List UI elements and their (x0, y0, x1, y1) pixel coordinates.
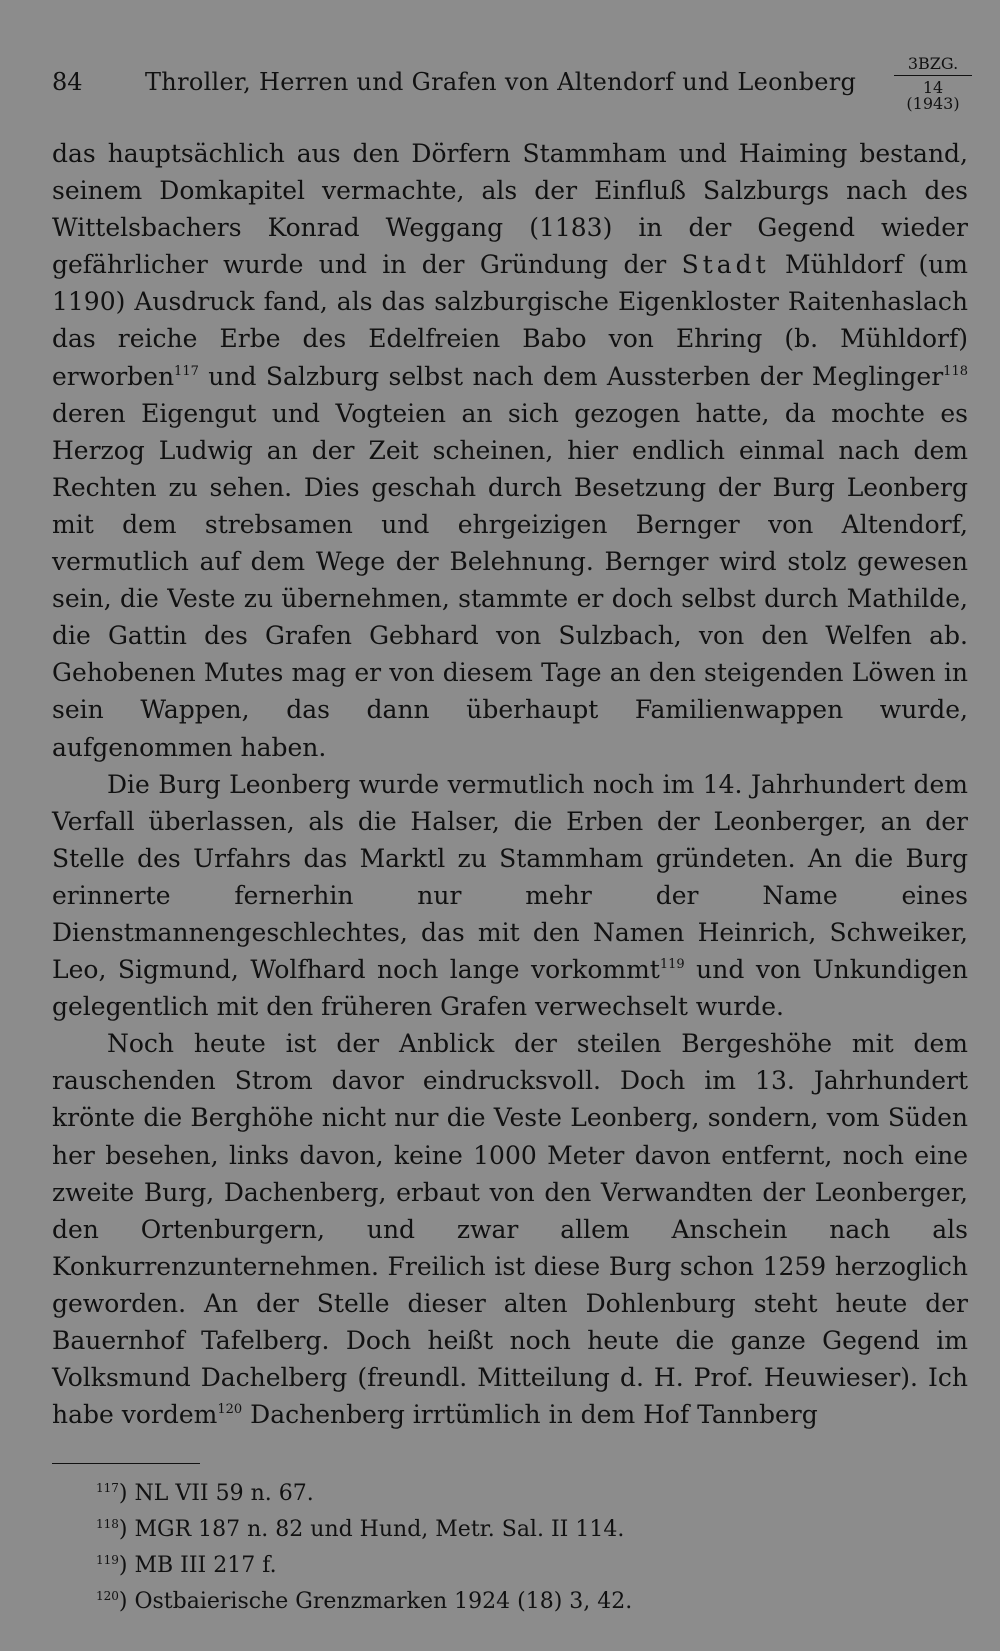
emphasized-word: Stadt (681, 250, 770, 280)
page-number: 84 (52, 68, 83, 96)
paragraph: das hauptsächlich aus den Dörfern Stammham und Haiming bestand, seinem Domkapitel vermachte, als der Einfluß Salzburgs nach des Wittelsbachers Konrad Weggang (1183) in der Gegend wieder gefährlicher wurde und in der Gründung der Stadt Mühldorf (um 1190) Ausdruck fand, als das salzburgische Eigenkloster Raitenhaslach das reiche Erbe des Edelfreien Babo von Ehring (b. Mühldorf) erworben$^{117}$ und Salzburg selbst nach dem Aussterben der Meglinger$^{118}$ deren Eigengut und Vogteien an sich gezogen hatte, da mochte es Herzog Ludwig an der Zeit scheinen, hier endlich einmal nach dem Rechten zu sehen. Dies geschah durch Besetzung der Burg Leonberg mit dem strebsamen und ehrgeizigen Bernger von Altendorf, vermutlich auf dem Wege der Belehnung. Bernger wird stolz gewesen sein, die Veste zu übernehmen, stammte er doch selbst durch Mathilde, die Gattin des Grafen Gebhard von Sulzbach, von den Welfen ab. Gehobenen Mutes mag er von diesem Tage an den steigenden Löwen in sein Wappen, das dann überhaupt Familienwappen wurde, aufgenommen haben. (52, 139, 969, 762)
footnotes (96, 1476, 956, 1620)
footnote-text: MB III 217 f. (134, 1553, 277, 1578)
footnote-divider (52, 1463, 200, 1464)
footnote-text: NL VII 59 n. 67. (134, 1481, 314, 1506)
footnote: $^{117}$) NL VII 59 n. 67. (96, 1481, 314, 1506)
footnote-number: 117 (96, 1481, 119, 1495)
running-title: Throller, Herren und Grafen von Altendorf und Leonberg (145, 68, 857, 96)
journal-reference (894, 56, 972, 112)
journal-abbreviation: 3BZG. (894, 56, 972, 76)
footnote-number: 118 (96, 1517, 119, 1531)
footnote-reference: 117 (174, 363, 199, 379)
paragraph: Die Burg Leonberg wurde vermutlich noch im 14. Jahrhundert dem Verfall überlassen, als die Halser, die Erben der Leonberger, an der Stelle des Urfahrs das Marktl zu Stammham gründeten. An die Burg erinnerte fernerhin nur mehr der Name eines Dienstmannengeschlechtes, das mit den Namen Heinrich, Schweiker, Leo, Sigmund, Wolfhard noch lange vorkommt$^{119}$ und von Unkundigen gelegentlich mit den früheren Grafen verwechselt wurde. (52, 769, 968, 1022)
page-header (52, 54, 972, 113)
footnote-number: 119 (96, 1553, 119, 1567)
journal-volume: 14 (1943) (906, 78, 960, 113)
paragraph: Noch heute ist der Anblick der steilen Bergeshöhe mit dem rauschenden Strom davor eindrucksvoll. Doch im 13. Jahrhundert krönte die Berghöhe nicht nur die Veste Leonberg, sondern, vom Süden her besehen, links davon, keine 1000 Meter davon entfernt, noch eine zweite Burg, Dachenberg, erbaut von den Verwandten der Leonberger, den Ortenburgern, und zwar allem Anschein nach als Konkurrenzunternehmen. Freilich ist diese Burg schon 1259 herzoglich geworden. An der Stelle dieser alten Dohlenburg steht heute der Bauernhof Tafelberg. Doch heißt noch heute die ganze Gegend im Volksmund Dachelberg (freundl. Mitteilung d. H. Prof. Heuwieser). Ich habe vordem$^{120}$ Dachenberg irrtümlich in dem Hof Tannberg (52, 1029, 968, 1430)
footnote: $^{119}$) MB III 217 f. (96, 1553, 277, 1578)
footnote: $^{118}$) MGR 187 n. 82 und Hund, Metr. Sal. II 114. (96, 1517, 625, 1542)
footnote-reference: 119 (659, 957, 685, 973)
footnote-reference: 120 (217, 1402, 243, 1418)
body-text (52, 135, 968, 1433)
footnote-number: 120 (96, 1589, 119, 1603)
footnote-text: MGR 187 n. 82 und Hund, Metr. Sal. II 114. (134, 1517, 625, 1542)
footnote: $^{120}$) Ostbaierische Grenzmarken 1924 (18) 3, 42. (96, 1589, 633, 1614)
footnote-text: Ostbaierische Grenzmarken 1924 (18) 3, 42. (134, 1589, 633, 1614)
footnote-reference: 118 (943, 363, 968, 379)
